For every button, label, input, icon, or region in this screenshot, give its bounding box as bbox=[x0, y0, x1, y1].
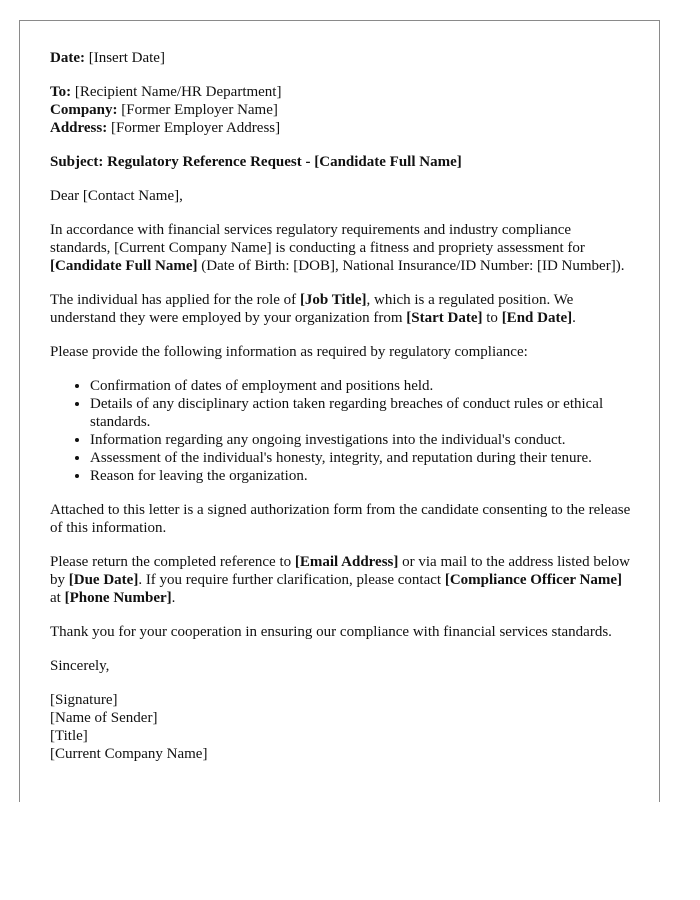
paragraph-authorization: Attached to this letter is a signed authorization form from the candidate consenting to the release of this information. bbox=[50, 502, 631, 536]
list-item: • Reason for leaving the organization. bbox=[90, 467, 635, 485]
letter-page bbox=[19, 20, 660, 802]
subject-text: Subject: Regulatory Reference Request - [Candidate Full Name] bbox=[50, 154, 462, 170]
end-date: [End Date] bbox=[501, 310, 573, 326]
text-run: . bbox=[572, 310, 576, 326]
company-line bbox=[50, 101, 635, 119]
info-list bbox=[50, 377, 635, 485]
address-label: Address: bbox=[50, 120, 108, 136]
text-run: . bbox=[171, 590, 176, 606]
list-item: • Assessment of the individual's honesty, integrity, and reputation during their tenure. bbox=[90, 449, 635, 467]
compliance-officer-name: [Compliance Officer Name] bbox=[444, 572, 623, 588]
date-label: Date: bbox=[50, 50, 85, 66]
to-line bbox=[50, 83, 635, 101]
text-run: . If you require further clarification, please contact bbox=[138, 572, 445, 588]
text-run: In accordance with financial services regulatory requirements and industry compliance standards, [Current Company Name] is conducting a fitness and propriety assessment for bbox=[50, 222, 585, 256]
company-value: [Former Employer Name] bbox=[121, 102, 278, 118]
subject-line bbox=[50, 153, 635, 171]
address-line bbox=[50, 119, 635, 137]
text-run: to bbox=[482, 310, 502, 326]
signature-line: [Signature] bbox=[50, 692, 118, 708]
list-item: • Details of any disciplinary action taken regarding breaches of conduct rules or ethical standards. bbox=[90, 395, 635, 431]
salutation: Dear [Contact Name], bbox=[50, 188, 183, 204]
company-label: Company: bbox=[50, 102, 118, 118]
due-date: [Due Date] bbox=[68, 572, 139, 588]
paragraph-role bbox=[50, 291, 635, 327]
closing: Sincerely, bbox=[50, 658, 110, 674]
text-run: or via mail to the address listed below by bbox=[50, 554, 630, 588]
date-line bbox=[50, 49, 635, 67]
to-label: To: bbox=[50, 84, 72, 100]
letter-body bbox=[50, 49, 635, 763]
job-title: [Job Title] bbox=[299, 292, 367, 308]
text-run: , which is a regulated position. We understand they were employed by your organization from bbox=[50, 292, 574, 326]
paragraph-thanks: Thank you for your cooperation in ensuring our compliance with financial services standards. bbox=[50, 624, 612, 640]
sender-name-line: [Name of Sender] bbox=[50, 710, 158, 726]
signature-block bbox=[50, 691, 635, 763]
candidate-name: [Candidate Full Name] bbox=[50, 258, 198, 274]
text-run: The individual has applied for the role of bbox=[50, 292, 300, 308]
list-item: • Information regarding any ongoing investigations into the individual's conduct. bbox=[90, 431, 635, 449]
date-value: [Insert Date] bbox=[88, 50, 165, 66]
paragraph-intro bbox=[50, 221, 635, 275]
text-run: at bbox=[50, 590, 65, 606]
phone-number: [Phone Number] bbox=[64, 590, 172, 606]
text-run: Please return the completed reference to bbox=[50, 554, 295, 570]
recipient-block bbox=[50, 83, 635, 137]
email-address: [Email Address] bbox=[294, 554, 399, 570]
paragraph-return bbox=[50, 553, 635, 607]
text-run: (Date of Birth: [DOB], National Insurance/ID Number: [ID Number]). bbox=[197, 258, 625, 274]
sender-company-line: [Current Company Name] bbox=[50, 746, 208, 762]
list-item: • Confirmation of dates of employment and positions held. bbox=[90, 377, 635, 395]
address-value: [Former Employer Address] bbox=[110, 120, 281, 136]
sender-title-line: [Title] bbox=[50, 728, 88, 744]
start-date: [Start Date] bbox=[406, 310, 483, 326]
to-value: [Recipient Name/HR Department] bbox=[74, 84, 282, 100]
paragraph-request: Please provide the following information as required by regulatory compliance: bbox=[50, 344, 528, 360]
